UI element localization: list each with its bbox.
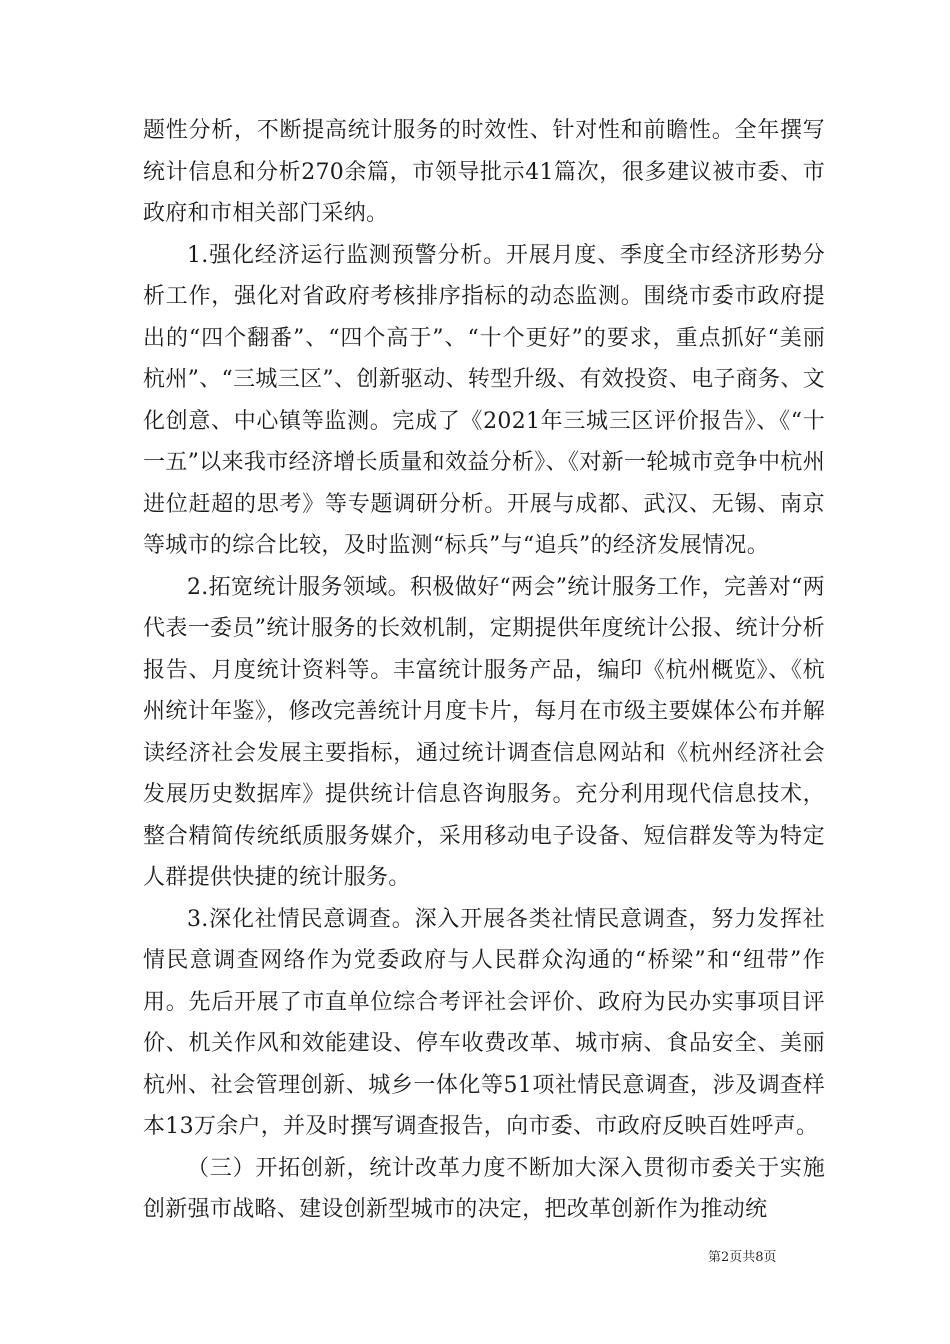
paragraph-survey: 3.深化社情民意调查。深入开展各类社情民意调查，努力发挥社情民意调查网络作为党委政府与人民群众沟通的“桥梁”和“纽带”作用。先后开展了市直单位综合考评社会评价、政府为民办实事项目评价、机关作风和效能建设、停车收费改革、城市病、食品安全、美丽杭州、社会管理创新、城乡一体化等51项社情民意调查，涉及调查样本13万余户，并及时撰写调查报告，向市委、市政府反映百姓呼声。 — [143, 906, 825, 1139]
paragraph-reform: （三）开拓创新，统计改革力度不断加大深入贯彻市委关于实施创新强市战略、建设创新型城市的决定，把改革创新作为推动统 — [143, 1155, 825, 1222]
paragraph-services: 2.拓宽统计服务领域。积极做好“两会”统计服务工作，完善对“两代表一委员”统计服务的长效机制，定期提供年度统计公报、统计分析报告、月度统计资料等。丰富统计服务产品，编印《杭州概览》、《杭州统计年鉴》，修改完善统计月度卡片，每月在市级主要媒体公布并解读经济社会发展主要指标，通过统计调查信息网站和《杭州经济社会发展历史数据库》提供统计信息咨询服务。充分利用现代信息技术，整合精简传统纸质服务媒介，采用移动电子设备、短信群发等为特定人群提供快捷的统计服务。 — [143, 574, 825, 890]
paragraph-monitoring: 1.强化经济运行监测预警分析。开展月度、季度全市经济形势分析工作，强化对省政府考核排序指标的动态监测。围绕市委市政府提出的“四个翻番”、“四个高于”、“十个更好”的要求，重点抓好“美丽杭州”、“三城三区”、创新驱动、转型升级、有效投资、电子商务、文化创意、中心镇等监测。完成了《2021年三城三区评价报告》、《“十一五”以来我市经济增长质量和效益分析》、《对新一轮城市竞争中杭州进位赶超的思考》等专题调研分析。开展与成都、武汉、无锡、南京等城市的综合比较，及时监测“标兵”与“追兵”的经济发展情况。 — [143, 242, 825, 558]
document-body — [143, 110, 825, 1231]
page-number: 第2页共8页 — [708, 1250, 777, 1265]
paragraph-continuation: 题性分析，不断提高统计服务的时效性、针对性和前瞻性。全年撰写统计信息和分析270余篇，市领导批示41篇次，很多建议被市委、市政府和市相关部门采纳。 — [143, 118, 825, 226]
